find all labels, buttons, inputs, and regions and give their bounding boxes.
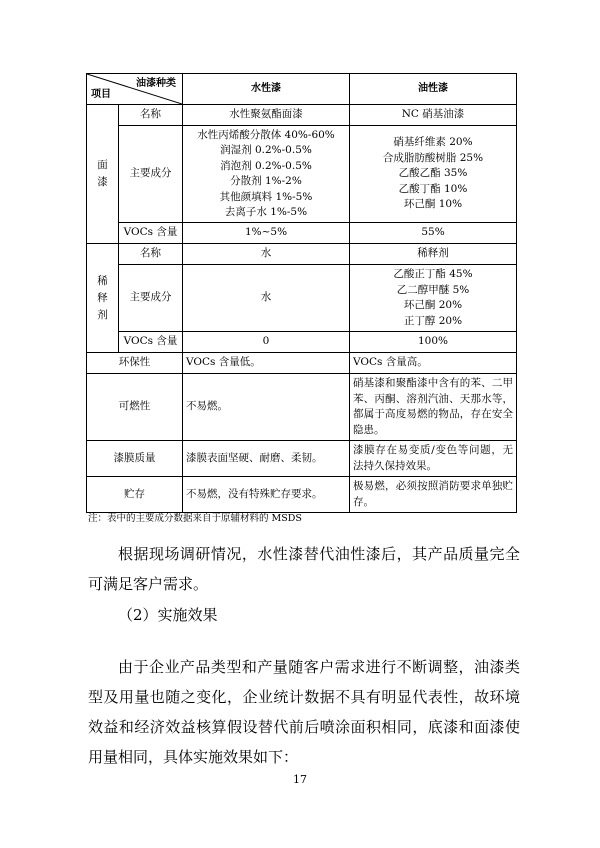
page-number: 17 <box>293 773 307 786</box>
row-label: 名称 <box>119 244 183 265</box>
row-label: VOCs 含量 <box>119 332 183 353</box>
table-cell: 不易燃。 <box>183 374 350 441</box>
table-cell: 乙酸正丁酯 45% 乙二醇甲醚 5% 环己酮 20% 正丁醇 20% <box>350 265 517 332</box>
table-row <box>87 441 517 477</box>
table-cell: 100% <box>350 332 517 353</box>
table-row <box>87 374 517 441</box>
header-item-label: 项目 <box>91 88 111 100</box>
table-row <box>87 126 517 223</box>
body-paragraph: 根据现场调研情况，水性漆替代油性漆后，其产品质量完全可满足客户需求。 <box>88 545 520 593</box>
table-cell: 硝基纤维素 20% 合成脂肪酸树脂 25% 乙酸乙酯 35% 乙酸丁酯 10% 环己酮 10% <box>350 126 517 223</box>
row-label: 可燃性 <box>87 374 183 441</box>
row-label: 漆膜质量 <box>87 441 183 477</box>
table-row <box>87 332 517 353</box>
topcoat-group-label: 面 漆 <box>87 105 119 244</box>
table-cell: 稀释剂 <box>350 244 517 265</box>
table-cell: 0 <box>183 332 350 353</box>
table-cell: 水 <box>183 244 350 265</box>
row-label: 环保性 <box>87 353 183 374</box>
header-category-label: 油漆种类 <box>136 78 176 89</box>
row-label: 名称 <box>119 105 183 126</box>
table-row <box>87 105 517 126</box>
table-cell: NC 硝基油漆 <box>350 105 517 126</box>
table-cell: 极易燃，必须按照消防要求单独贮存。 <box>350 477 517 513</box>
body-paragraph: 由于企业产品类型和产量随客户需求进行不断调整，油漆类型及用量也随之变化，企业统计数据不具有明显代表性，故环境效益和经济效益核算假设替代前后喷涂面积相同，底漆和面漆使用量相同，具体实施效果如下： <box>88 658 520 766</box>
table-cell: 不易燃，没有特殊贮存要求。 <box>183 477 350 513</box>
table-row <box>87 477 517 513</box>
table-row <box>87 223 517 244</box>
table-cell: 漆膜表面坚硬、耐磨、柔韧。 <box>183 441 350 477</box>
header-oil-paint: 油性漆 <box>350 74 517 105</box>
table-row <box>87 265 517 332</box>
table-cell: VOCs 含量低。 <box>183 353 350 374</box>
thinner-group-label: 稀 释 剂 <box>87 244 119 353</box>
table-footnote: 注：表中的主要成分数据来自于原辅材料的 MSDS <box>88 513 302 524</box>
table-cell: 漆膜存在易变质/变色等问题，无法持久保持效果。 <box>350 441 517 477</box>
table-row <box>87 244 517 265</box>
row-label: 贮存 <box>87 477 183 513</box>
table-cell: 硝基漆和聚酯漆中含有的苯、二甲苯、丙酮、溶剂汽油、天那水等，都属于高度易燃的物品，存在安全隐患。 <box>350 374 517 441</box>
section-heading: （2）实施效果 <box>118 606 218 624</box>
table-cell: 1%~5% <box>183 223 350 244</box>
diagonal-header-cell <box>87 74 183 105</box>
comparison-table <box>86 73 517 513</box>
table-cell: 水 <box>183 265 350 332</box>
header-water-paint: 水性漆 <box>183 74 350 105</box>
table-cell: 水性丙烯酸分散体 40%-60% 润湿剂 0.2%-0.5% 消泡剂 0.2%-0.5% 分散剂 1%-2% 其他颜填料 1%-5% 去离子水 1%-5% <box>183 126 350 223</box>
table-cell: VOCs 含量高。 <box>350 353 517 374</box>
row-label: VOCs 含量 <box>119 223 183 244</box>
table-row <box>87 353 517 374</box>
row-label: 主要成分 <box>119 265 183 332</box>
table-cell: 55% <box>350 223 517 244</box>
table-cell: 水性聚氨酯面漆 <box>183 105 350 126</box>
row-label: 主要成分 <box>119 126 183 223</box>
